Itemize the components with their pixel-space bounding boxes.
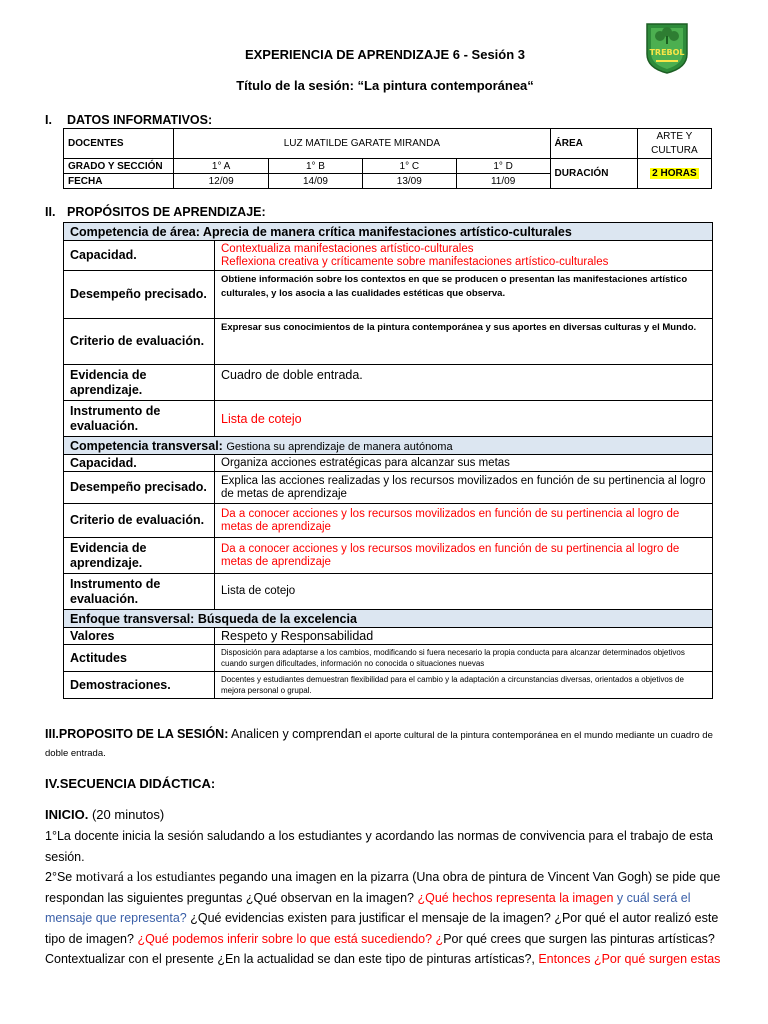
valores-text: Respeto y Responsabilidad <box>215 628 713 645</box>
t-criterio-text: Da a conocer acciones y los recursos movilizados en función de su pertinencia al logro de metas de aprendizaje <box>215 504 713 538</box>
instrumento-label: Instrumento de evaluación. <box>64 401 215 437</box>
valores-label: Valores <box>64 628 215 645</box>
t-criterio-label: Criterio de evaluación. <box>64 504 215 538</box>
datos-informativos-table <box>63 128 712 189</box>
t-desempeno-text: Explica las acciones realizadas y los recursos movilizados en función de su pertinencia al logro de metas de aprendizaje <box>215 472 713 504</box>
instrumento-text: Lista de cotejo <box>215 401 713 437</box>
fecha-d: 11/09 <box>456 174 550 189</box>
docentes-label: DOCENTES <box>64 129 174 159</box>
t-desempeno-label: Desempeño precisado. <box>64 472 215 504</box>
fecha-c: 13/09 <box>362 174 456 189</box>
t-capacidad-label: Capacidad. <box>64 455 215 472</box>
demostraciones-text: Docentes y estudiantes demuestran flexibilidad para el cambio y la adaptación a circunstancias diversas, orientados a objetivos de mejora personal o grupal. <box>215 672 713 699</box>
capacidad-1: Contextualiza manifestaciones artístico-culturales <box>221 242 474 255</box>
competencia-transversal <box>64 437 713 455</box>
capacidad-label: Capacidad. <box>64 241 215 271</box>
t-capacidad-text: Organiza acciones estratégicas para alcanzar sus metas <box>215 455 713 472</box>
fecha-b: 14/09 <box>269 174 363 189</box>
grado-a: 1° A <box>174 159 269 174</box>
session-title: Título de la sesión: “La pintura contemporánea“ <box>236 78 534 93</box>
criterio-text: Expresar sus conocimientos de la pintura contemporánea y sus aportes en diversas culturas y el Mundo. <box>215 319 713 365</box>
t-instrumento-text: Lista de cotejo <box>215 574 713 610</box>
section-1-heading: I. DATOS INFORMATIVOS: <box>45 113 213 127</box>
competencia-area: Competencia de área: Aprecia de manera crítica manifestaciones artístico-culturales <box>64 223 713 241</box>
evidencia-label: Evidencia de aprendizaje. <box>64 365 215 401</box>
proposito-lead: Analicen y comprendan <box>231 727 362 741</box>
actitudes-text: Disposición para adaptarse a los cambios, modificando si fuera necesario la propia conducta para alcanzar determinados objetivos cuando surgen dificultades, información no conocida o situaciones nuevas <box>215 645 713 672</box>
inicio-body <box>45 826 725 970</box>
propositos-table <box>63 222 713 699</box>
grado-c: 1° C <box>362 159 456 174</box>
capacidad-cell <box>215 241 713 271</box>
fecha-a: 12/09 <box>174 174 269 189</box>
proposito-rest: el aporte cultural de la pintura contemporánea en el mundo mediante un cuadro de doble entrada. <box>45 730 713 759</box>
grado-b: 1° B <box>269 159 363 174</box>
enfoque-transversal: Enfoque transversal: Búsqueda de la excelencia <box>64 610 713 628</box>
grado-d: 1° D <box>456 159 550 174</box>
duracion-label: DURACIÓN <box>550 159 637 189</box>
section-2-heading: II. PROPÓSITOS DE APRENDIZAJE: <box>45 205 266 219</box>
area-value: ARTE Y CULTURA <box>637 129 711 159</box>
proposito-sesion <box>45 725 725 763</box>
duracion-cell <box>637 159 711 189</box>
paragraph-2: 2°Se motivará a los estudiantes pegando una imagen en la pizarra (Una obra de pintura de Vincent Van Gogh) se pide que respondan las siguientes preguntas ¿Qué observan en la imagen? ¿Qué hechos representa la imagen y cuál será el mensaje que representa? ¿Qué evidencias existen para justificar el mensaje de la imagen? ¿Por qué el autor realizó este tipo de imagen? ¿Qué podemos inferir sobre lo que está sucediendo? ¿Por qué crees que surgen las pinturas artísticas? Contextualizar con el presente ¿En la actualidad se dan este tipo de pinturas artísticas?, Entonces ¿Por qué surgen estas <box>45 869 721 966</box>
paragraph-1: 1°La docente inicia la sesión saludando a los estudiantes y acordando las normas de convivencia para el trabajo de esta sesión. <box>45 829 713 864</box>
desempeno-text: Obtiene información sobre los contextos en que se producen o presentan las manifestaciones artístico culturales, y los asocia a las cualidades estéticas que observa. <box>215 271 713 319</box>
evidencia-text: Cuadro de doble entrada. <box>215 365 713 401</box>
document-title: EXPERIENCIA DE APRENDIZAJE 6 - Sesión 3 <box>244 47 526 62</box>
demostraciones-label: Demostraciones. <box>64 672 215 699</box>
criterio-label: Criterio de evaluación. <box>64 319 215 365</box>
comp-transversal-label: Competencia transversal: <box>70 438 223 453</box>
duracion-value: 2 HORAS <box>652 168 697 179</box>
proposito-heading: III.PROPOSITO DE LA SESIÓN: <box>45 727 229 741</box>
grado-label: GRADO Y SECCIÓN <box>64 159 174 174</box>
desempeno-label: Desempeño precisado. <box>64 271 215 319</box>
section-4-heading: IV.SECUENCIA DIDÁCTICA: <box>45 776 216 791</box>
docente-name: LUZ MATILDE GARATE MIRANDA <box>174 129 550 159</box>
inicio-heading: INICIO. (20 minutos) <box>45 807 165 822</box>
t-instrumento-label: Instrumento de evaluación. <box>64 574 215 610</box>
t-evidencia-label: Evidencia de aprendizaje. <box>64 538 215 574</box>
actitudes-label: Actitudes <box>64 645 215 672</box>
area-label: ÁREA <box>550 129 637 159</box>
logo-text: TREBOL <box>649 48 685 57</box>
fecha-label: FECHA <box>64 174 174 189</box>
comp-transversal-text: Gestiona su aprendizaje de manera autónoma <box>226 440 453 453</box>
t-evidencia-text: Da a conocer acciones y los recursos movilizados en función de su pertinencia al logro de metas de aprendizaje <box>215 538 713 574</box>
capacidad-2: Reflexiona creativa y críticamente sobre manifestaciones artístico-culturales <box>221 255 609 268</box>
